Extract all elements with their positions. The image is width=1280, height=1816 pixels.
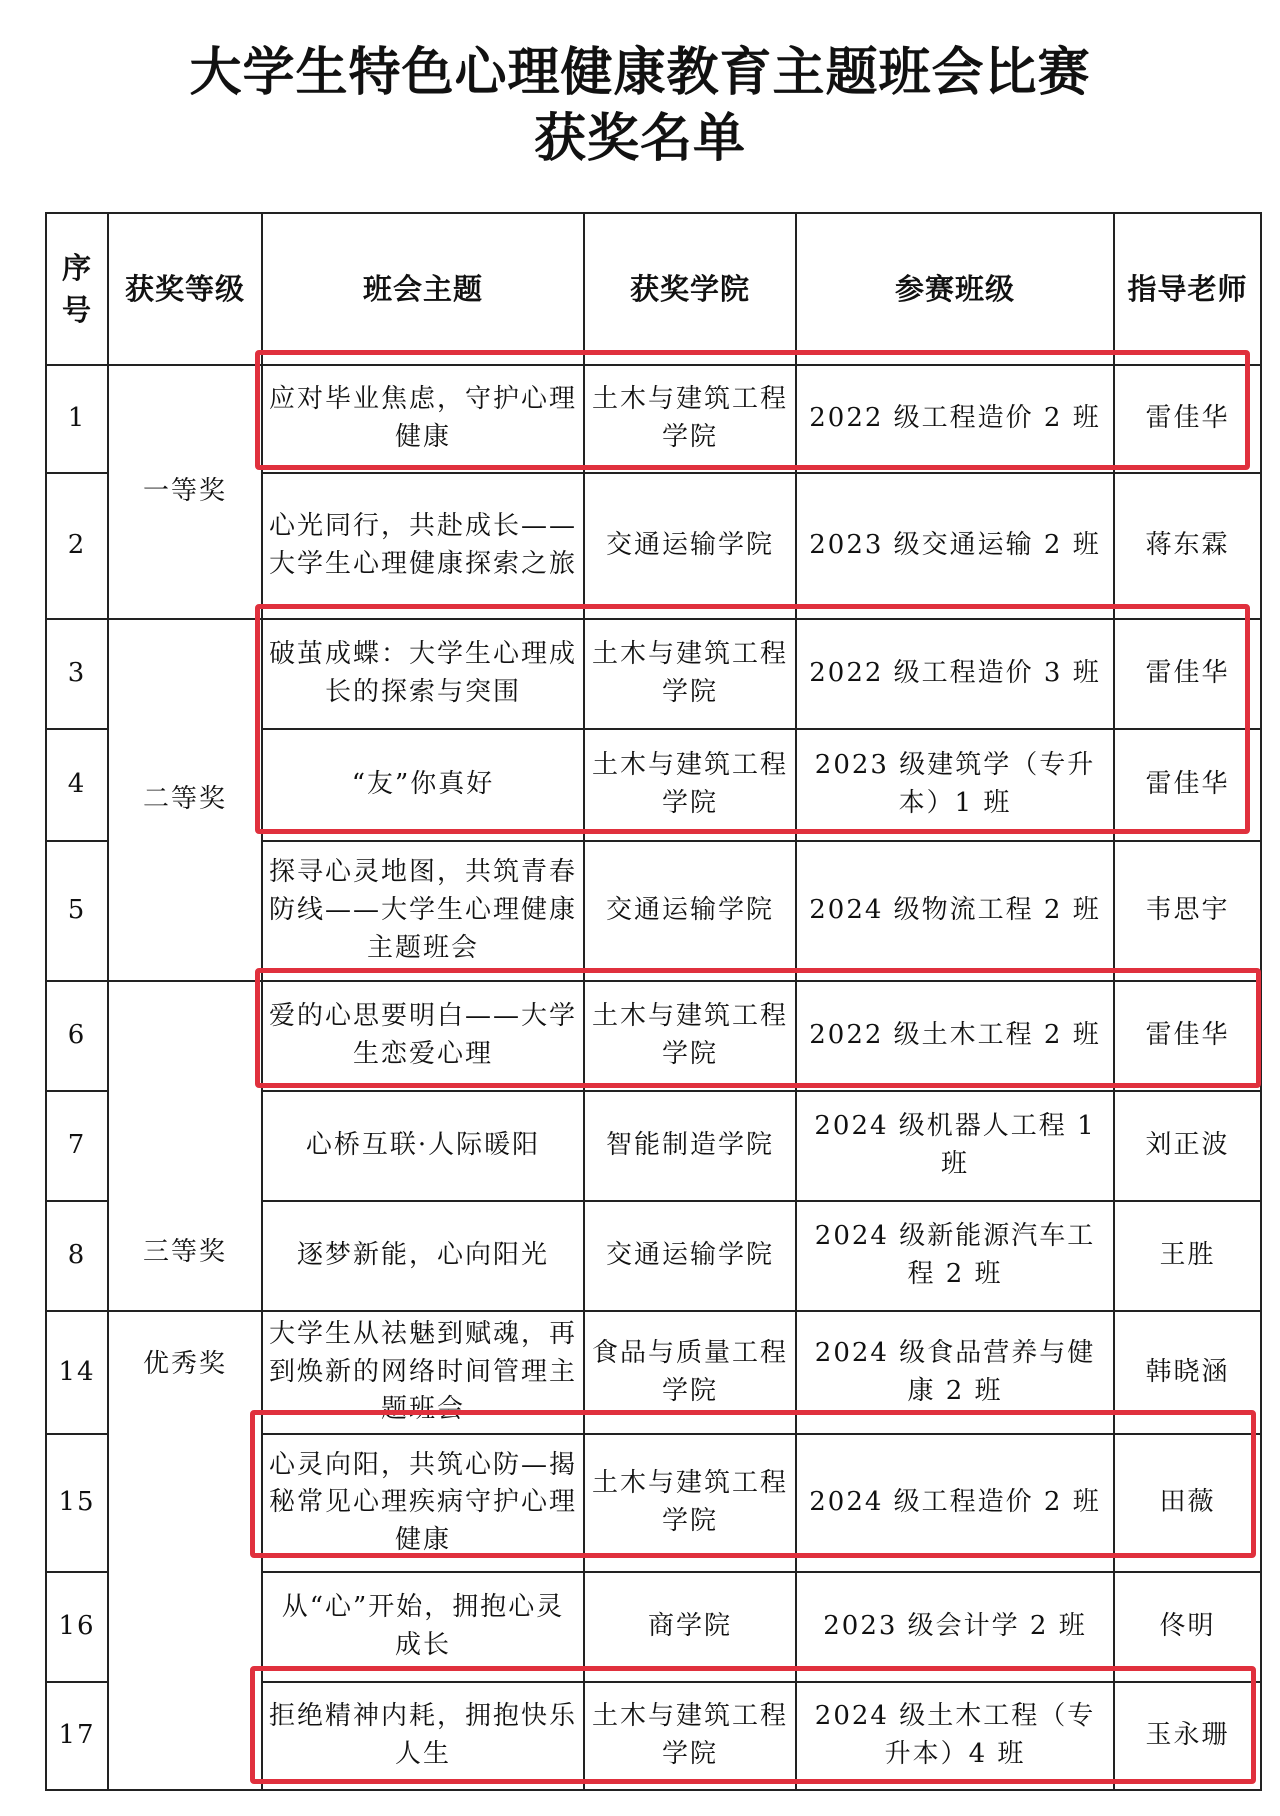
cell-topic: “友”你真好: [262, 729, 584, 841]
document-subtitle: 获奖名单: [533, 109, 746, 169]
cell-level-third: 三等奖: [108, 981, 262, 1311]
cell-topic: 心光同行，共赴成长——大学生心理健康探索之旅: [262, 473, 584, 619]
cell-class: 2023 级交通运输 2 班: [796, 473, 1114, 619]
cell-seq: 7: [46, 1091, 108, 1201]
cell-topic: 应对毕业焦虑，守护心理健康: [262, 365, 584, 473]
cell-topic: 探寻心灵地图，共筑青春防线——大学生心理健康主题班会: [262, 841, 584, 981]
table-row: [46, 981, 1261, 1091]
cell-seq: 14: [46, 1311, 108, 1434]
cell-seq: 8: [46, 1201, 108, 1311]
cell-level-second: 二等奖: [108, 619, 262, 981]
cell-teacher: 雷佳华: [1114, 981, 1261, 1091]
cell-seq: 1: [46, 365, 108, 473]
cell-teacher: 雷佳华: [1114, 619, 1261, 729]
cell-class: 2022 级土木工程 2 班: [796, 981, 1114, 1091]
cell-topic: 逐梦新能，心向阳光: [262, 1201, 584, 1311]
cell-class: 2022 级工程造价 3 班: [796, 619, 1114, 729]
cell-teacher: 雷佳华: [1114, 729, 1261, 841]
cell-topic: 心灵向阳，共筑心防—揭秘常见心理疾病守护心理健康: [262, 1434, 584, 1572]
cell-class: 2024 级物流工程 2 班: [796, 841, 1114, 981]
header-row: [46, 213, 1261, 365]
cell-seq: 16: [46, 1572, 108, 1682]
cell-teacher: 刘正波: [1114, 1091, 1261, 1201]
cell-college: 食品与质量工程学院: [584, 1311, 796, 1434]
cell-college: 交通运输学院: [584, 841, 796, 981]
document-title: 大学生特色心理健康教育主题班会比赛: [189, 43, 1091, 103]
cell-teacher: 韩晓涵: [1114, 1311, 1261, 1434]
cell-college: 商学院: [584, 1572, 796, 1682]
cell-college: 土木与建筑工程学院: [584, 981, 796, 1091]
cell-teacher: 韦思宇: [1114, 841, 1261, 981]
cell-teacher: 玉永珊: [1114, 1682, 1261, 1790]
cell-topic: 拒绝精神内耗，拥抱快乐人生: [262, 1682, 584, 1790]
header-seq: 序号: [46, 213, 108, 365]
cell-college: 土木与建筑工程学院: [584, 365, 796, 473]
cell-seq: 17: [46, 1682, 108, 1790]
cell-college: 智能制造学院: [584, 1091, 796, 1201]
table-row: [46, 1311, 1261, 1434]
cell-teacher: 蒋东霖: [1114, 473, 1261, 619]
cell-class: 2022 级工程造价 2 班: [796, 365, 1114, 473]
header-class: 参赛班级: [796, 213, 1114, 365]
cell-college: 土木与建筑工程学院: [584, 1682, 796, 1790]
table-row: [46, 365, 1261, 473]
header-topic: 班会主题: [262, 213, 584, 365]
cell-topic: 大学生从祛魅到赋魂，再到焕新的网络时间管理主题班会: [262, 1311, 584, 1434]
cell-seq: 4: [46, 729, 108, 841]
awards-table: [45, 212, 1262, 1791]
cell-college: 土木与建筑工程学院: [584, 729, 796, 841]
table-row: [46, 619, 1261, 729]
cell-class: 2024 级土木工程（专升本）4 班: [796, 1682, 1114, 1790]
cell-seq: 6: [46, 981, 108, 1091]
cell-class: 2023 级会计学 2 班: [796, 1572, 1114, 1682]
cell-college: 交通运输学院: [584, 473, 796, 619]
cell-topic: 从“心”开始，拥抱心灵成长: [262, 1572, 584, 1682]
cell-seq: 3: [46, 619, 108, 729]
header-college: 获奖学院: [584, 213, 796, 365]
cell-teacher: 田薇: [1114, 1434, 1261, 1572]
header-level: 获奖等级: [108, 213, 262, 365]
cell-college: 土木与建筑工程学院: [584, 619, 796, 729]
cell-seq: 2: [46, 473, 108, 619]
cell-college: 土木与建筑工程学院: [584, 1434, 796, 1572]
cell-seq: 15: [46, 1434, 108, 1572]
cell-topic: 心桥互联·人际暖阳: [262, 1091, 584, 1201]
cell-class: 2024 级机器人工程 1 班: [796, 1091, 1114, 1201]
cell-teacher: 佟明: [1114, 1572, 1261, 1682]
cell-teacher: 王胜: [1114, 1201, 1261, 1311]
cell-college: 交通运输学院: [584, 1201, 796, 1311]
header-teacher: 指导老师: [1114, 213, 1261, 365]
cell-topic: 爱的心思要明白——大学生恋爱心理: [262, 981, 584, 1091]
cell-class: 2024 级工程造价 2 班: [796, 1434, 1114, 1572]
cell-teacher: 雷佳华: [1114, 365, 1261, 473]
cell-seq: 5: [46, 841, 108, 981]
cell-topic: 破茧成蝶：大学生心理成长的探索与突围: [262, 619, 584, 729]
cell-level-first: 一等奖: [108, 365, 262, 619]
cell-level-excellent: 优秀奖: [108, 1311, 262, 1790]
cell-class: 2024 级新能源汽车工程 2 班: [796, 1201, 1114, 1311]
cell-class: 2023 级建筑学（专升本）1 班: [796, 729, 1114, 841]
cell-class: 2024 级食品营养与健康 2 班: [796, 1311, 1114, 1434]
